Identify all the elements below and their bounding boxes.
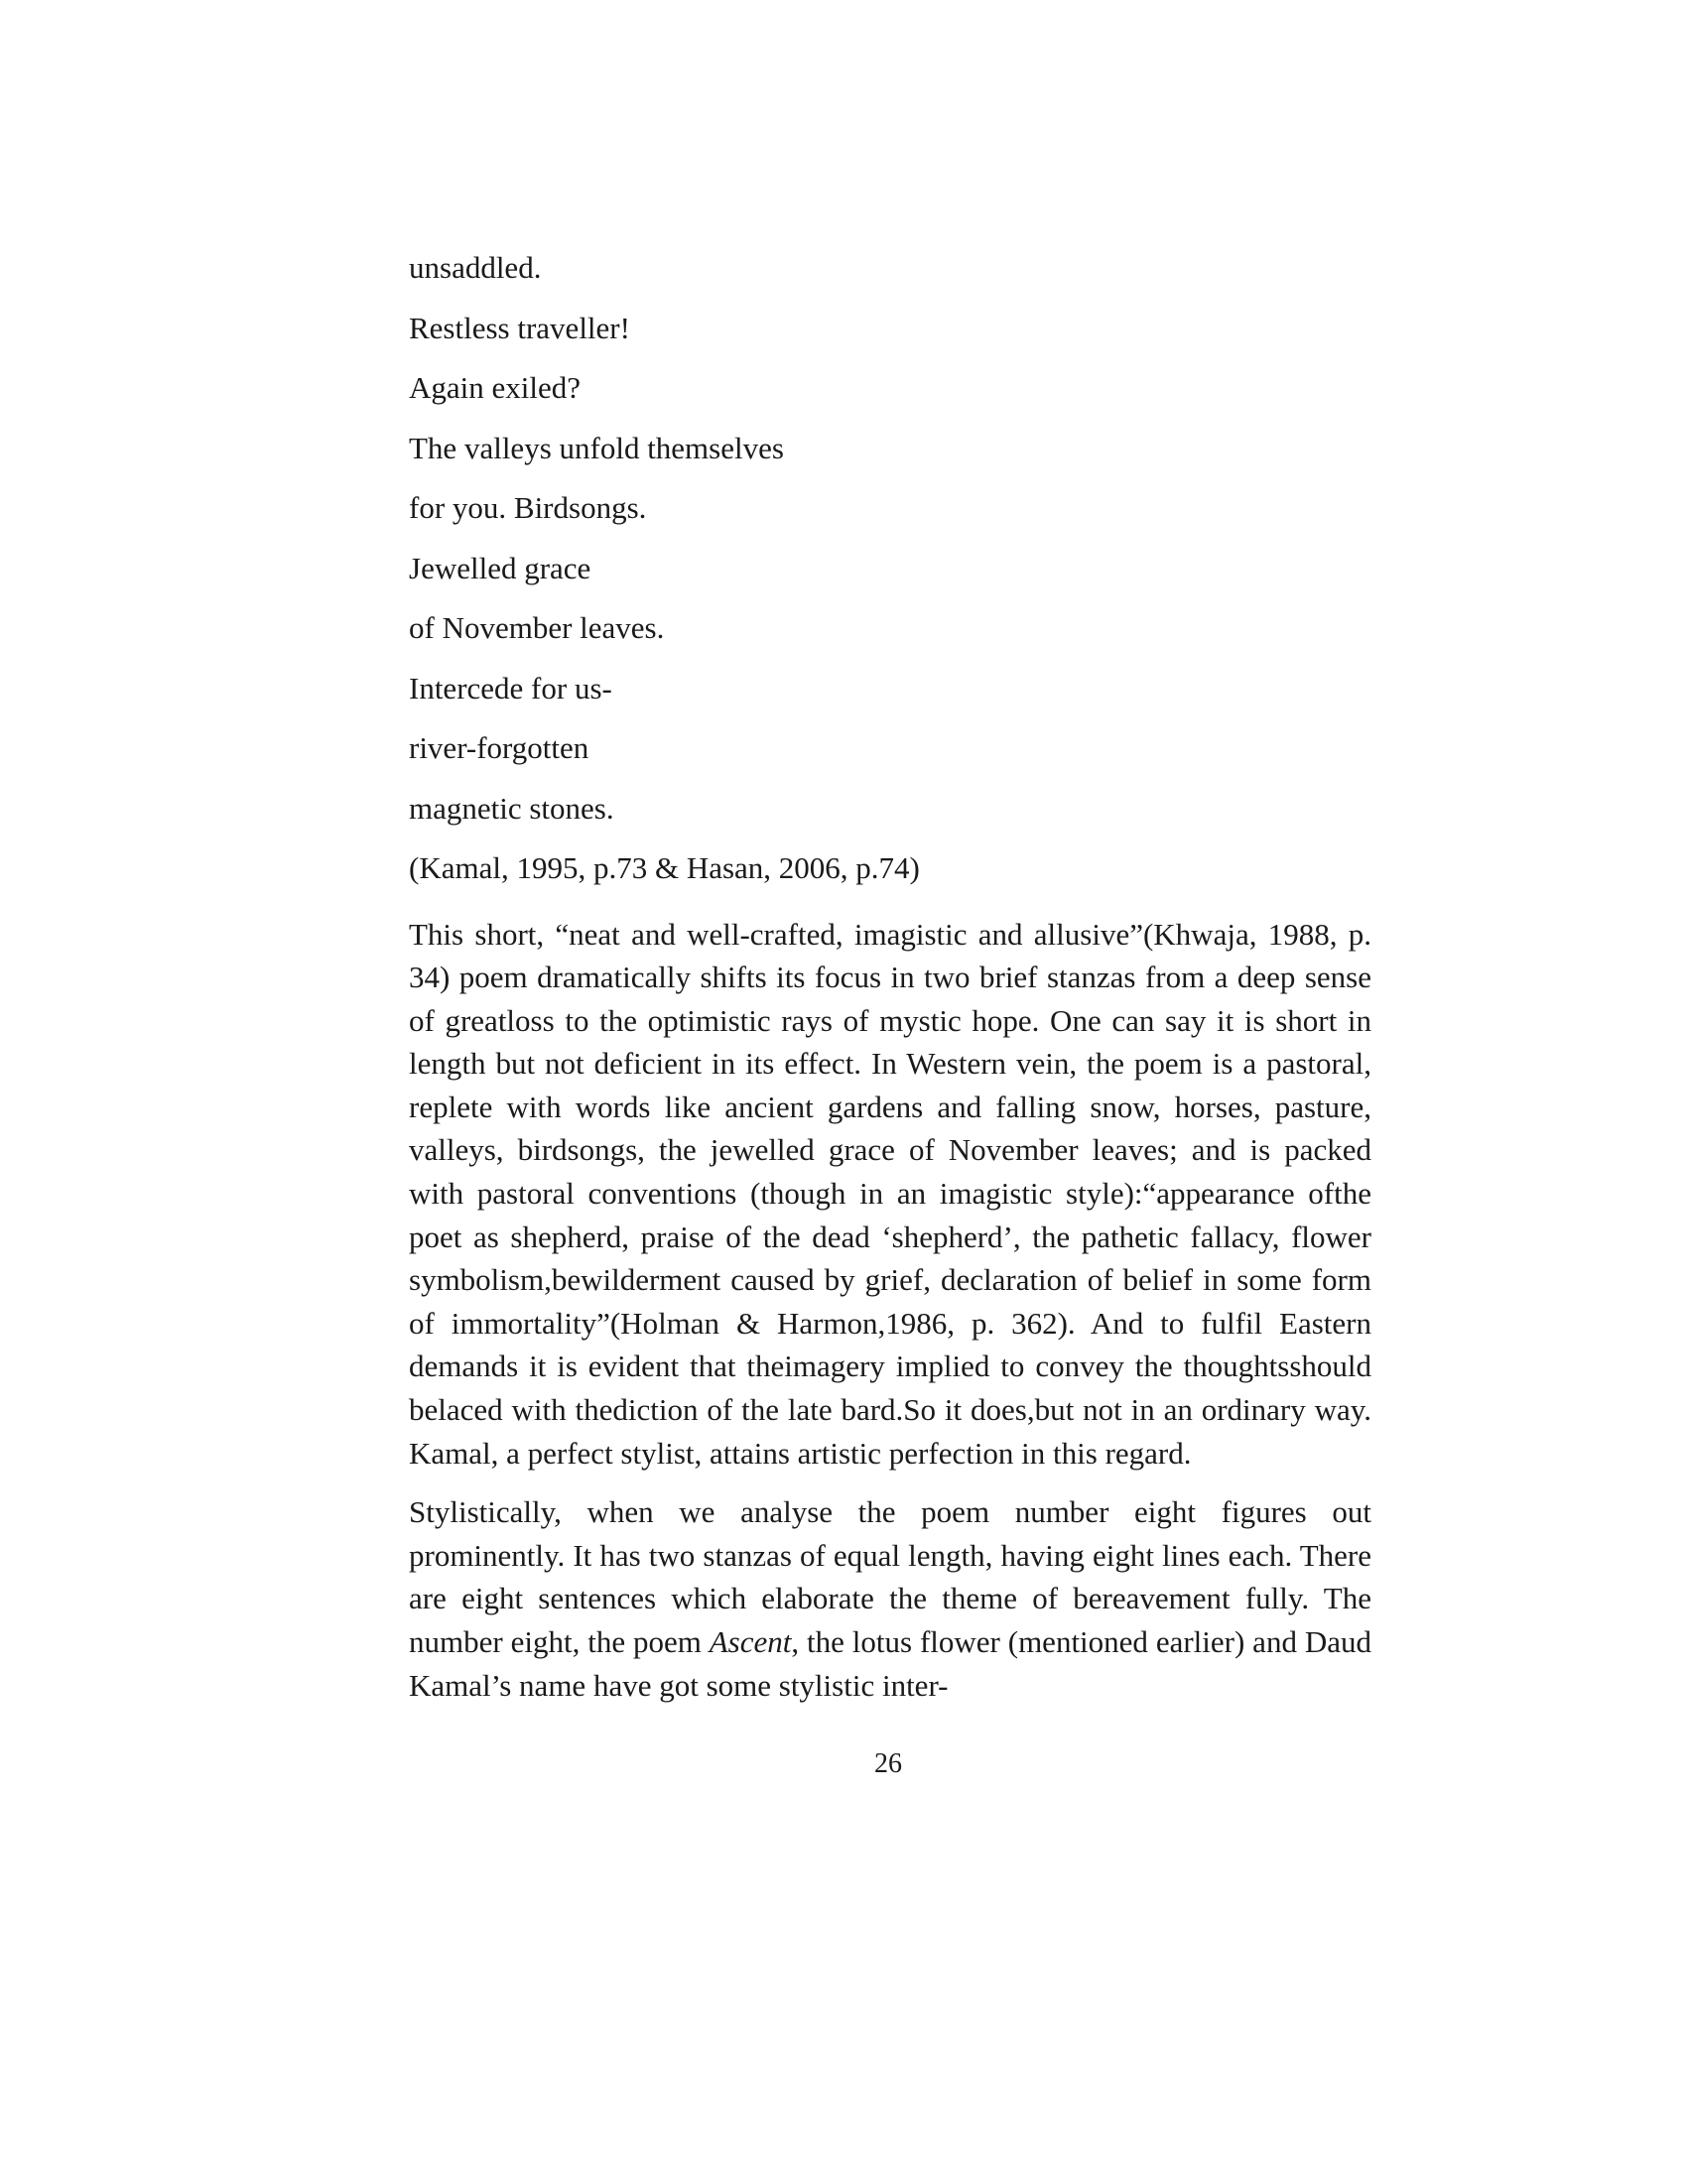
- body-paragraph-1: This short, “neat and well-crafted, imagistic and allusive”(Khwaja, 1988, p. 34) poem dramatically shifts its focus in two brief stanzas from a deep sense of greatloss to the optimistic rays of mystic hope. One can say it is short in length but not deficient in its effect. In Western vein, the poem is a pastoral, replete with words like ancient gardens and falling snow, horses, pasture, valleys, birdsongs, the jewelled grace of November leaves; and is packed with pastoral conventions (though in an imagistic style):“appearance ofthe poet as shepherd, praise of the dead ‘shepherd’, the pathetic fallacy, flower symbolism,bewilderment caused by grief, declaration of belief in some form of immortality”(Holman & Harmon,1986, p. 362). And to fulfil Eastern demands it is evident that theimagery implied to convey the thoughtsshould belaced with thediction of the late bard.So it does,but not in an ordinary way. Kamal, a perfect stylist, attains artistic perfection in this regard.: [409, 916, 1371, 1471]
- paragraph-2-text-start: Stylistically, when we analyse the poem number eight figures out prominently. It has two stanzas of equal length, having eight lines each. There are eight sentences which elaborate the theme of bereavement fully. The number eight, the poem: [409, 1494, 1371, 1659]
- verse-line: Jewelled grace: [409, 550, 591, 585]
- verse-line: magnetic stones.: [409, 790, 614, 826]
- verse-line: Again exiled?: [409, 370, 582, 405]
- verse-line: river-forgotten: [409, 730, 589, 765]
- verse-line: unsaddled.: [409, 250, 542, 285]
- page-number: 26: [874, 1748, 902, 1779]
- verse-line: Restless traveller!: [409, 310, 630, 345]
- poem-excerpt: [409, 238, 1371, 899]
- verse-line: for you. Birdsongs.: [409, 490, 647, 525]
- citation-line: (Kamal, 1995, p.73 & Hasan, 2006, p.74): [409, 850, 920, 885]
- verse-line: The valleys unfold themselves: [409, 430, 784, 465]
- verse-line: of November leaves.: [409, 610, 665, 645]
- verse-line: Intercede for us-: [409, 670, 612, 706]
- poem-title-italic: Ascent: [709, 1624, 792, 1659]
- page-content: [409, 238, 1371, 1707]
- body-paragraph-2: [409, 1490, 1371, 1707]
- paragraph-2-text-end: , the lotus flower (mentioned earlier) and Daud Kamal’s name have got some stylistic inter-: [409, 1624, 1371, 1703]
